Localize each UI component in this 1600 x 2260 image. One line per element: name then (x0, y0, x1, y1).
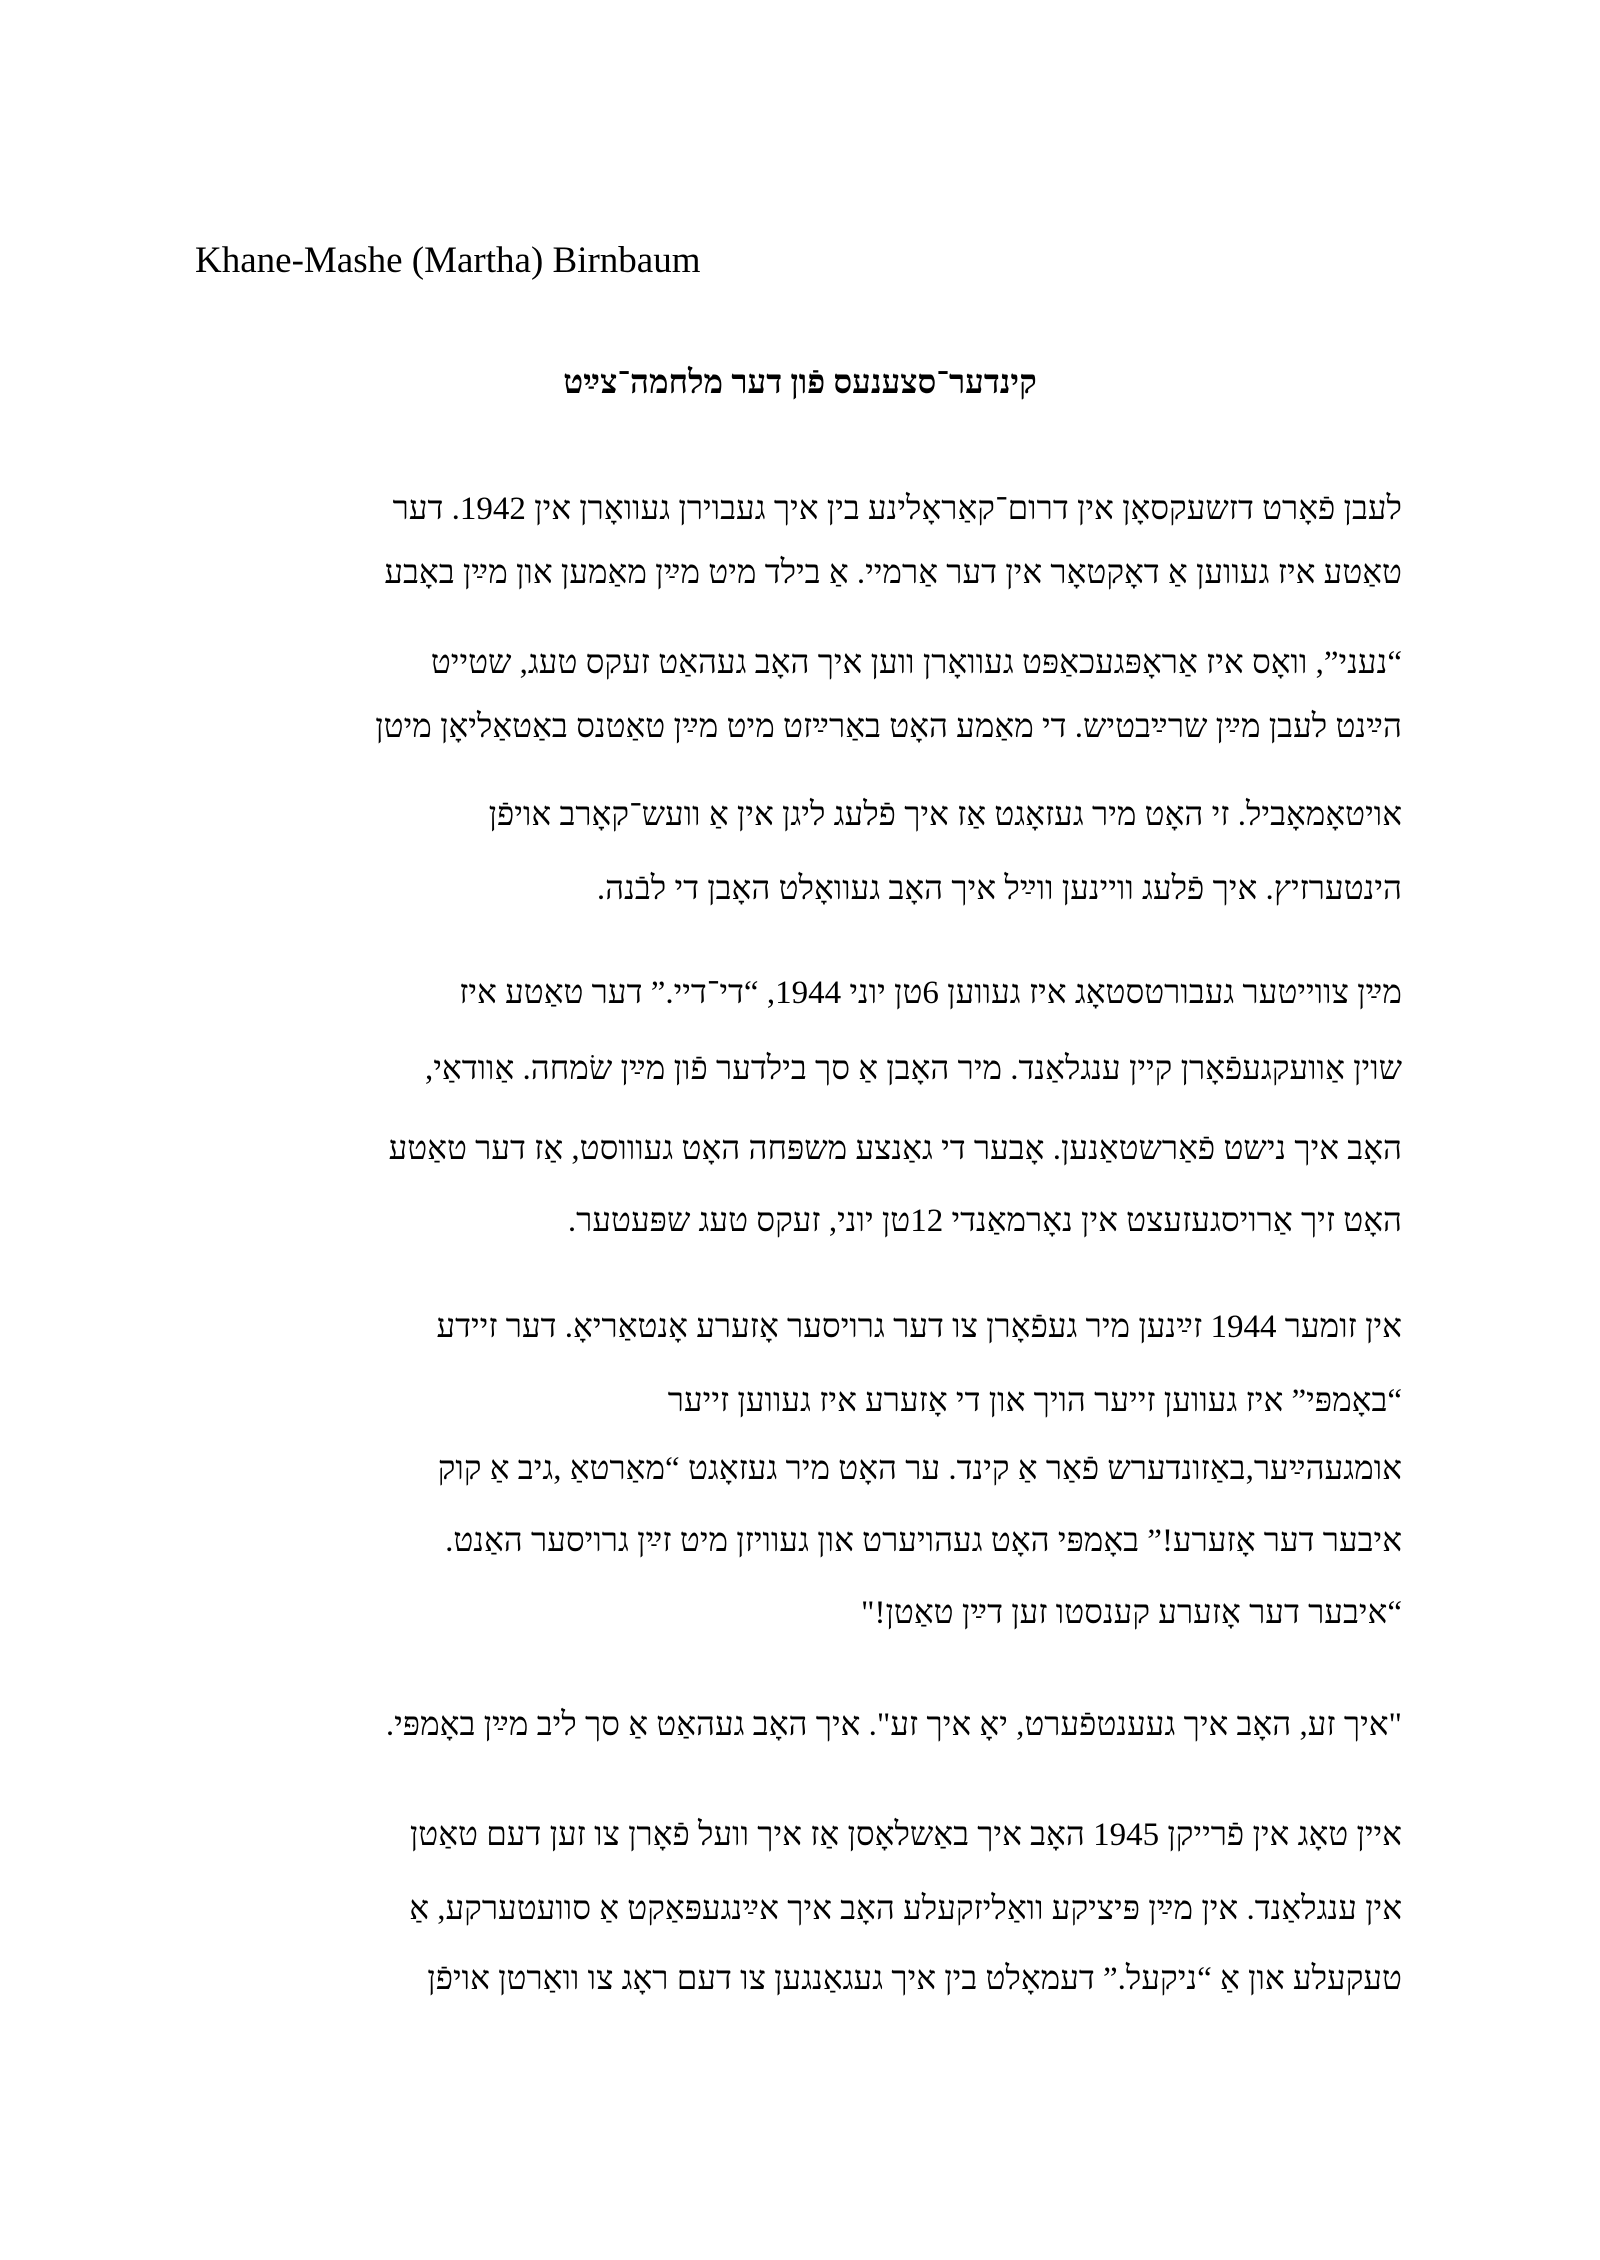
author-name: Khane-Mashe (Martha) Birnbaum (195, 240, 701, 281)
paragraph-5-line-3: טעקעלע און אַ “ניקעל.” דעמאָלט בין איך געגאַנגען צו דעם ראָג צו וואַרטן אויפֿן (427, 1961, 1402, 1997)
paragraph-3-line-5: “איבער דער אָזערע קענסטו זען דײַן טאַטן!" (861, 1595, 1402, 1631)
paragraph-2-line-3: האָב איך נישט פֿאַרשטאַנען. אָבער די גאַנצע משפּחה האָט געוווסט, אַז דער טאַטע (388, 1131, 1402, 1167)
paragraph-2-line-2: שוין אַוועקגעפֿאָרן קיין ענגלאַנד. מיר האָבן אַ סך בילדער פֿון מײַן שׂמחה. אַוודאַי, (425, 1051, 1402, 1087)
paragraph-5-line-2: אין ענגלאַנד. אין מײַן פּיציקע וואַליזקעלע האָב איך אײַנגעפּאַקט אַ סוועטערקע, אַ (409, 1891, 1402, 1927)
document-title: קינדער־סצענעס פֿון דער מלחמה־צײַט (563, 365, 1037, 401)
paragraph-3-line-4: איבער דער אָזערע!” באָמפּי האָט געהויערט און געוויזן מיט זײַן גרויסער האַנט. (445, 1523, 1402, 1559)
paragraph-4-line-1: "איך זע, האָב איך געענטפֿערט, יאָ איך זע". איך האָב געהאַט אַ סך ליב מײַן באָמפּי. (385, 1707, 1402, 1743)
paragraph-1-line-2: טאַטע איז געווען אַ דאָקטאָר אין דער אַרמיי. אַ בילד מיט מײַן מאַמען און מײַן באָבע (384, 555, 1402, 591)
paragraph-1-line-6: הינטערזיץ. איך פֿלעג וויינען ווײַל איך האָב געוואָלט האָבן די לבֿנה. (596, 871, 1402, 907)
paragraph-2-line-1: מײַן צווייטער געבורטסטאָג איז געווען 6טן יוני 1944, “די־דיי.” דער טאַטע איז (459, 975, 1402, 1011)
paragraph-1-line-4: הײַנט לעבן מײַן שרײַבטיש. די מאַמע האָט באַרײַזט מיט מײַן טאַטנס באַטאַליאָן מיטן (375, 709, 1402, 745)
paragraph-3-line-3: אומגעהײַער,באַזונדערש פֿאַר אַ קינד. ער האָט מיר געזאָגט “מאַרטאַ ,גיב אַ קוק (437, 1451, 1402, 1487)
paragraph-1-line-1: לעבן פֿאָרט דזשעקסאָן אין דרום־קאַראָלינע בין איך געבוירן געוואָרן אין 1942. דער (392, 491, 1402, 527)
paragraph-1-line-3: “נעני”, וואָס איז אַראָפּגעכאַפּט געוואָרן ווען איך האָב געהאַט זעקס טעג, שטייט (430, 645, 1402, 681)
paragraph-3-line-2: “באָמפּי” איז געווען זייער הויך און די אָזערע איז געווען זייער (667, 1383, 1402, 1419)
paragraph-5-line-1: איין טאָג אין פֿרייקן 1945 האָב איך באַשלאָסן אַז איך וועל פֿאָרן צו זען דעם טאַטן (409, 1817, 1402, 1853)
paragraph-3-line-1: אין זומער 1944 זײַנען מיר געפֿאָרן צו דער גרויסער אָזערע אָנטאַריאָ. דער זיידע (436, 1309, 1402, 1345)
paragraph-1-line-5: אויטאָמאָביל. זי האָט מיר געזאָגט אַז איך פֿלעג ליגן אין אַ וועש־קאָרב אויפֿן (488, 797, 1402, 833)
paragraph-2-line-4: האָט זיך אַרויסגעזעצט אין נאָרמאַנדי 12טן יוני, זעקס טעג שפּעטער. (567, 1203, 1402, 1239)
